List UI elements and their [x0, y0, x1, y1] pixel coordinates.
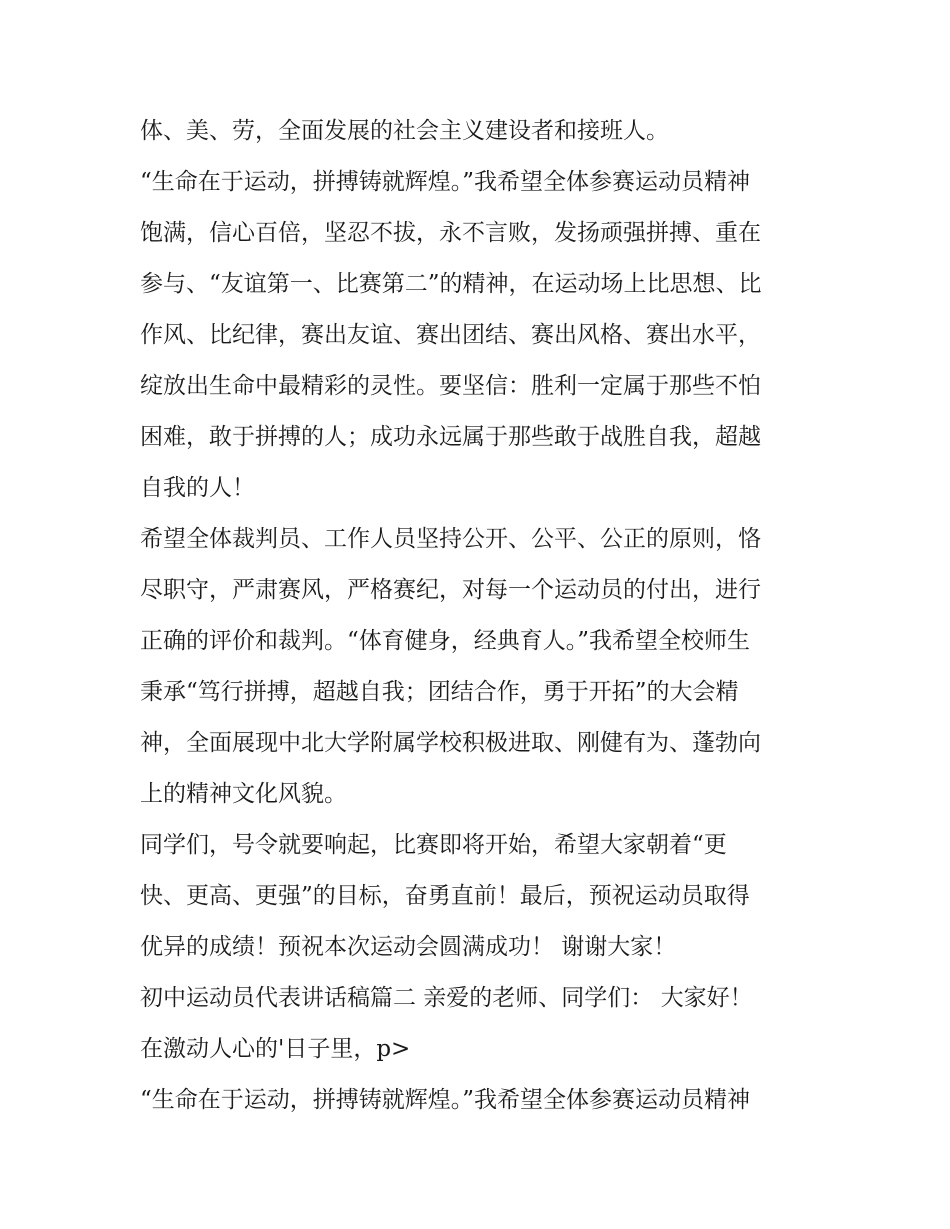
text-line: 希望全体裁判员、工作人员坚持公开、公平、公正的原则，恪 — [140, 526, 761, 552]
text-line: 初中运动员代表讲话稿篇二 亲爱的老师、同学们： 大家好！ — [140, 985, 753, 1011]
text-line: “生命在于运动，拼搏铸就辉煌。”我希望全体参赛运动员精神 — [140, 169, 751, 195]
text-line: 尽职守，严肃赛风，严格赛纪，对每一个运动员的付出，进行 — [140, 577, 761, 603]
text-line: 自我的人！ — [140, 475, 255, 501]
text-line: 上的精神文化风貌。 — [140, 781, 347, 807]
text-line: 困难，敢于拼搏的人；成功永远属于那些敢于战胜自我，超越 — [140, 424, 761, 450]
text-line: 同学们，号令就要响起，比赛即将开始，希望大家朝着“更 — [140, 832, 727, 858]
text-line: 绽放出生命中最精彩的灵性。要坚信：胜利一定属于那些不怕 — [140, 373, 761, 399]
text-line: 饱满，信心百倍，坚忍不拔，永不言败，发扬顽强拼搏、重在 — [140, 220, 761, 246]
text-line: 神，全面展现中北大学附属学校积极进取、刚健有为、蓬勃向 — [140, 730, 761, 756]
text-line: “生命在于运动，拼搏铸就辉煌。”我希望全体参赛运动员精神 — [140, 1087, 751, 1113]
text-line: 体、美、劳，全面发展的社会主义建设者和接班人。 — [140, 118, 669, 144]
text-line: 参与、“友谊第一、比赛第二”的精神，在运动场上比思想、比 — [140, 271, 762, 297]
text-line: 秉承“笃行拼搏，超越自我；团结合作，勇于开拓”的大会精 — [140, 679, 739, 705]
text-line: 优异的成绩！预祝本次运动会圆满成功！ 谢谢大家！ — [140, 934, 677, 960]
text-line: 正确的评价和裁判。“体育健身，经典育人。”我希望全校师生 — [140, 628, 751, 654]
text-line: 作风、比纪律，赛出友谊、赛出团结、赛出风格、赛出水平， — [140, 322, 761, 348]
text-line: 在激动人心的'日子里，p> — [140, 1036, 411, 1062]
document-body — [140, 106, 820, 1126]
text-line: 快、更高、更强”的目标，奋勇直前！最后，预祝运动员取得 — [140, 883, 750, 909]
